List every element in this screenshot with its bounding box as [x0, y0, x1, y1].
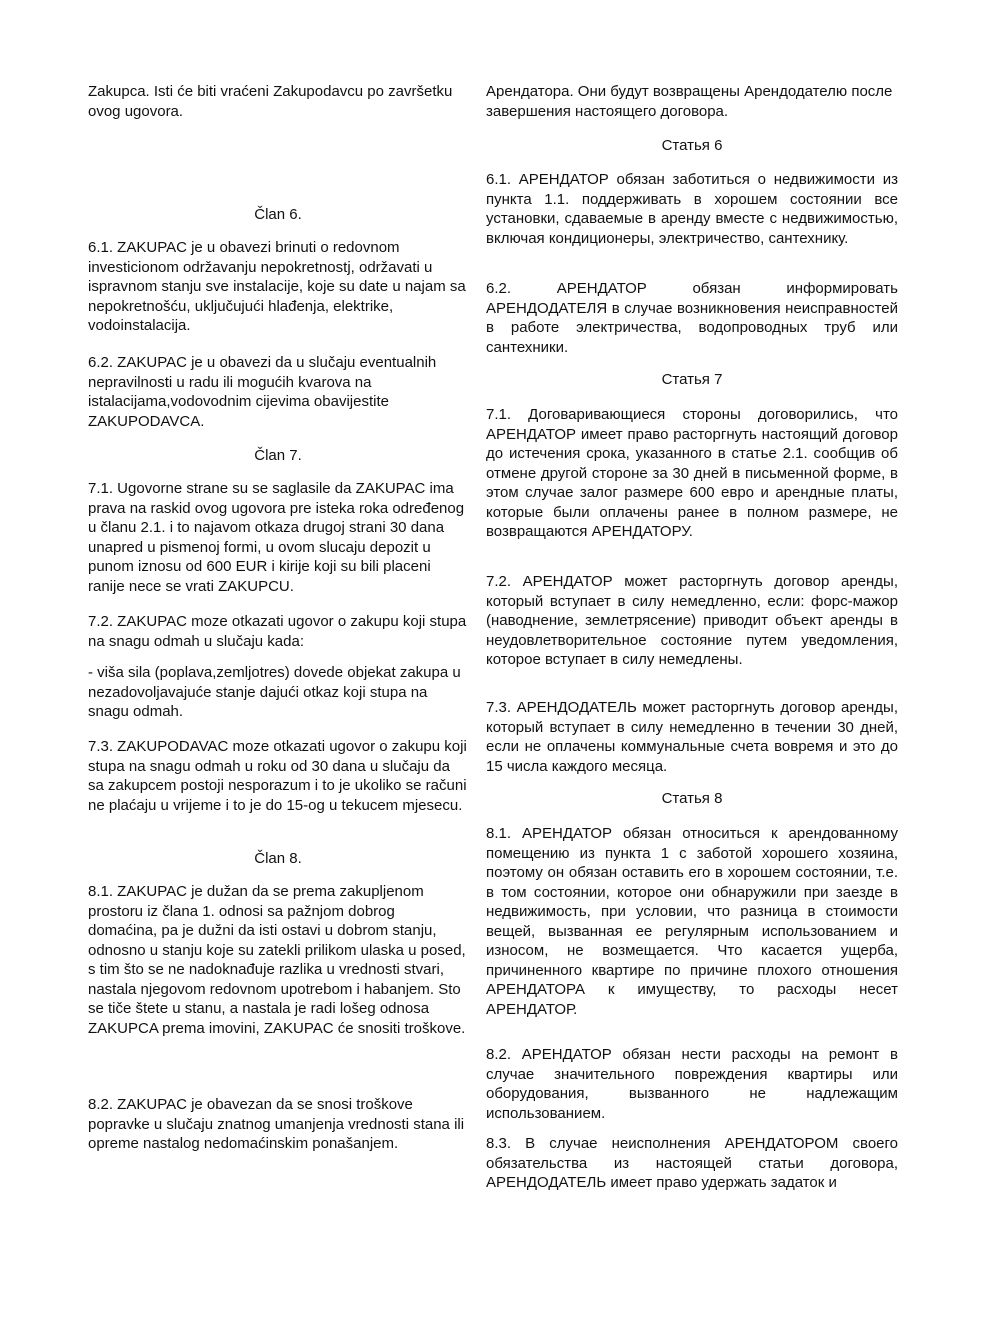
right-paragraph-7-1: 7.1. Договаривающиеся стороны договорились, что АРЕНДАТОР имеет право расторгнуть настоящий договор до истечения срока, указанного в статье 2.1. сообщив об отмене другой стороне за 30 дней в письменной форме, в этом случае залог размере 600 евро и арендные платы, которые были оплачены ранее в полном размере, не возвращаются АРЕНДАТОРУ.	[486, 406, 898, 540]
right-intro-paragraph: Арендатора. Они будут возвращены Арендодателю после завершения настоящего договора.	[486, 83, 893, 120]
left-intro-paragraph: Zakupca. Isti će biti vraćeni Zakupodavcu po završetku ovog ugovora.	[88, 83, 453, 120]
left-paragraph-7-2: 7.2. ZAKUPAC moze otkazati ugovor o zakupu koji stupa na snagu odmah u slučaju kada:	[88, 613, 467, 650]
right-paragraph-6-1: 6.1. АРЕНДАТОР обязан заботиться о недвижимости из пункта 1.1. поддерживать в хорошем состоянии все установки, сдаваемые в аренду вместе с недвижимостью, включая кондиционеры, электричество, сантехнику.	[486, 171, 898, 247]
left-paragraph-6-1: 6.1. ZAKUPAC je u obavezi brinuti o redovnom investicionom održavanju nepokretnostj, održavati u ispravnom stanju sve instalacije, koje su date u najam sa nepokretnošću, uključujući hlađenja, elektrike, vodoinstalacija.	[88, 239, 466, 334]
right-paragraph-8-2: 8.2. АРЕНДАТОР обязан нести расходы на ремонт в случае значительного повреждения квартиры или оборудования, вызванного не надлежащим использованием.	[486, 1046, 898, 1122]
right-paragraph-6-2: 6.2. АРЕНДАТОР обязан информировать АРЕНДОДАТЕЛЯ в случае возникновения неисправностей в работе электричества, водопроводных труб или сантехники.	[486, 280, 898, 356]
right-paragraph-8-3: 8.3. В случае неисполнения АРЕНДАТОРОМ своего обязательства из настоящей статьи договора, АРЕНДОДАТЕЛЬ имеет право удержать задаток и	[486, 1135, 898, 1191]
left-paragraph-8-1: 8.1. ZAKUPAC je dužan da se prema zakupljenom prostoru iz člana 1. odnosi sa pažnjom dobrog domaćina, pa je dužni da isti ostavi u dobrom stanju, odnosno u stanju koje su zatekli prilikom ulaska u posed, s tim što se ne nadoknađuje razlika u vrednosti stvari, nastala njegovom redovnom upotrebom i habanjem. Sto se tiče štete u stanu, a nastala je radi lošeg odnosa ZAKUPCA prema imovini, ZAKUPAC će snositi troškove.	[88, 883, 466, 1037]
right-article-8-heading: Статья 8	[661, 790, 723, 807]
left-paragraph-7-2-item: - viša sila (poplava,zemljotres) dovede objekat zakupa u nezadovoljavajuće stanje dajući otkaz koji stupa na snagu odmah.	[88, 664, 461, 720]
left-paragraph-7-1: 7.1. Ugovorne strane su se saglasile da ZAKUPAC ima prava na raskid ovog ugovora pre isteka roka određenog u članu 2.1. i to najavom otkaza drugoj strani 30 dana unapred u pismenoj formi, u ovom slucaju depozit u punom iznosu od 600 EUR i kirije koji su bili placeni ranije nece se vrati ZAKUPCU.	[88, 480, 465, 595]
right-article-6-heading: Статья 6	[661, 137, 723, 154]
left-paragraph-8-2: 8.2. ZAKUPAC je obavezan da se snosi troškove popravke u slučaju znatnog umanjenja vrednosti stana ili opreme nastalog nedomaćinskim ponašanjem.	[88, 1096, 465, 1152]
left-article-6-heading: Član 6.	[254, 206, 302, 223]
right-article-7-heading: Статья 7	[661, 371, 723, 388]
left-article-8-heading: Član 8.	[254, 850, 302, 867]
right-paragraph-8-1: 8.1. АРЕНДАТОР обязан относиться к арендованному помещению из пункта 1 с заботой хорошего хозяина, поэтому он обязан оставить его в хорошем состоянии, т.е. в том состоянии, которое они обнаружили при заезде в недвижимость, при условии, что разница в стоимости вещей, вызванная ее регулярным использованием и износом, не возмещается. Что касается ущерба, причиненного квартире по причине плохого отношения АРЕНДАТОРА к имуществу, то расходы несет АРЕНДАТОР.	[486, 825, 898, 1018]
left-paragraph-6-2: 6.2. ZAKUPAC je u obavezi da u slučaju eventualnih nepravilnosti u radu ili mogućih kvarova na istalacijama,vodovodnim cijevima obavijestite ZAKUPODAVCA.	[88, 354, 437, 430]
right-paragraph-7-3: 7.3. АРЕНДОДАТЕЛЬ может расторгнуть договор аренды, который вступает в силу немедленно в течении 30 дней, если не оплачены коммунальные счета вовремя и это до 15 числа каждого месяца.	[486, 699, 898, 775]
left-article-7-heading: Član 7.	[254, 447, 302, 464]
left-paragraph-7-3: 7.3. ZAKUPODAVAC moze otkazati ugovor o zakupu koji stupa na snagu odmah u roku od 30 dana u slučaju da sa zakupcem postoji nesporazum i to je ukoliko se računi ne plaćaju u vrijeme i to je do 15-og u tekucem mjesecu.	[88, 738, 467, 814]
right-paragraph-7-2: 7.2. АРЕНДАТОР может расторгнуть договор аренды, который вступает в силу немедленно, если: форс-мажор (наводнение, землетрясение) приводит объект аренды в неудовлетворительное состояние путем уведомления, которое вступает в силу немедлены.	[486, 573, 898, 668]
